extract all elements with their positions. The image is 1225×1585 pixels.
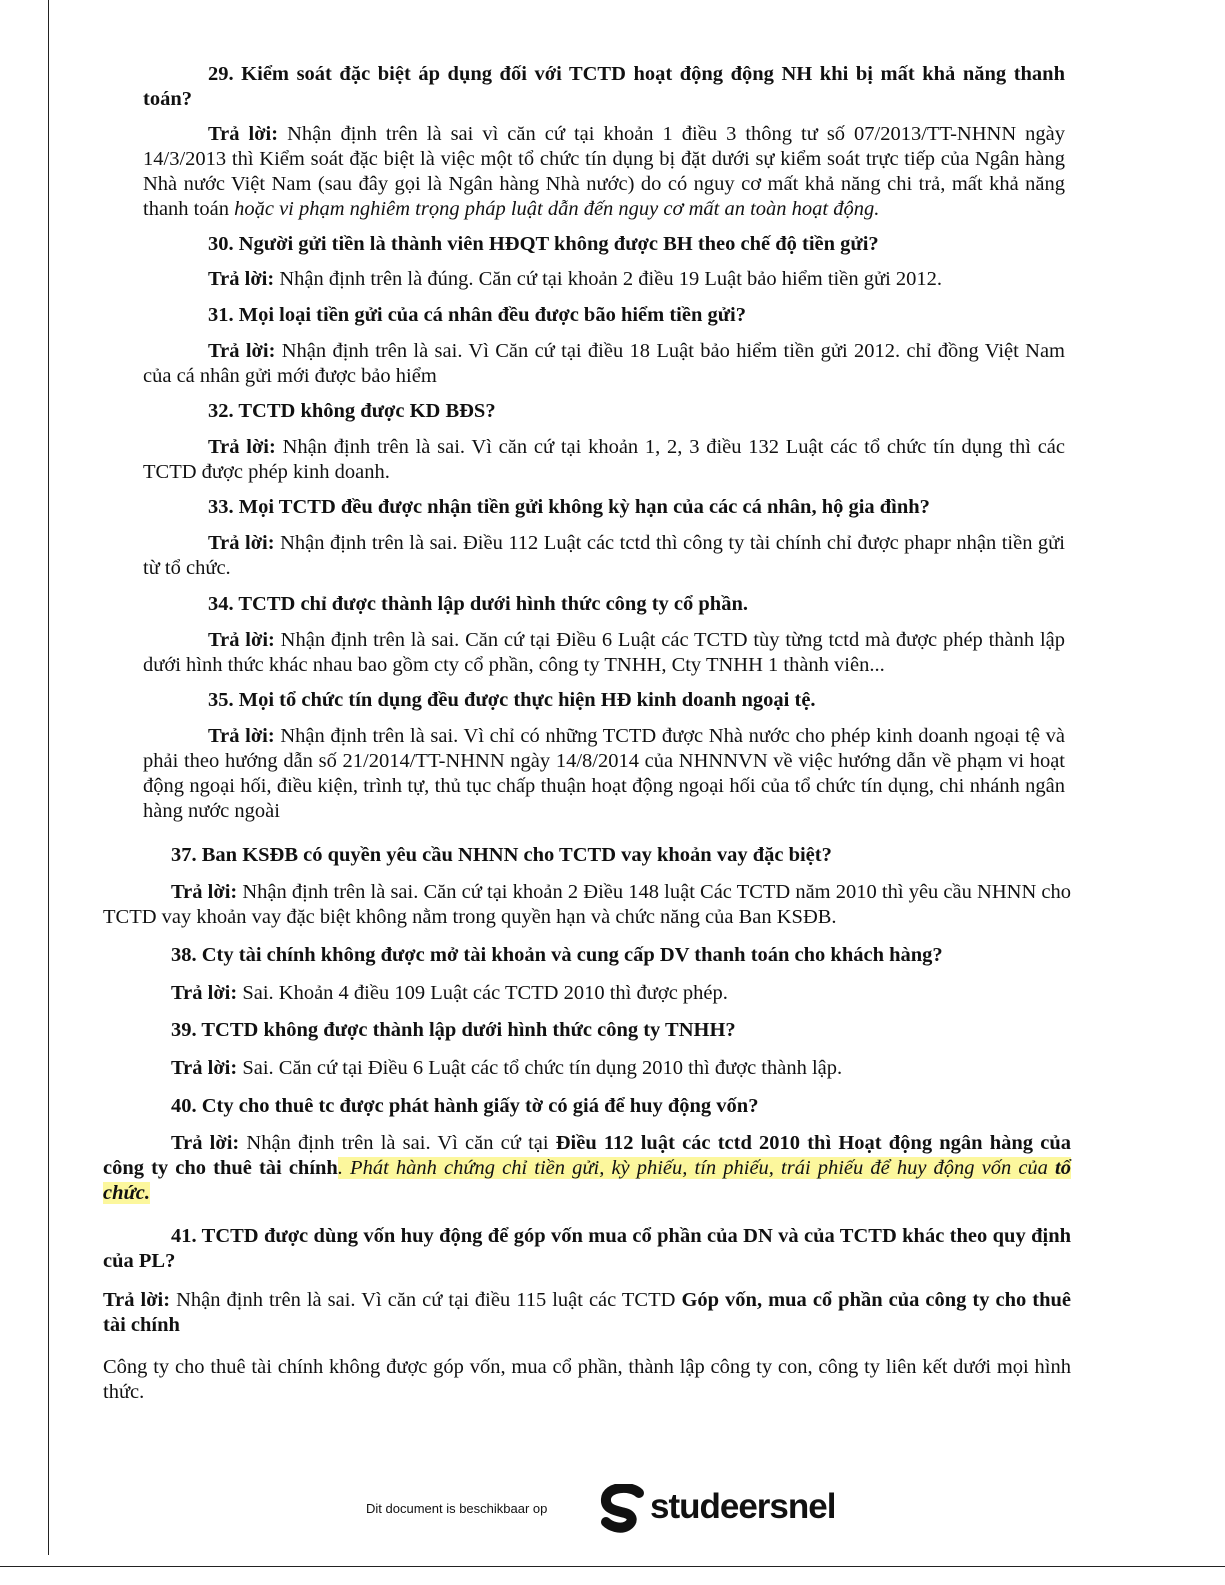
page-bottom-border (0, 1566, 1225, 1567)
answer-text: Nhận định trên là sai. Vì căn cứ tại (239, 1132, 556, 1154)
answer-30 (143, 267, 1065, 292)
answer-29 (143, 122, 1065, 222)
question-40: 40. Cty cho thuê tc được phát hành giấy tờ có giá để huy động vốn? (171, 1095, 759, 1117)
answer-label: Trả lời: (208, 629, 275, 651)
question-33: 33. Mọi TCTD đều được nhận tiền gửi không kỳ hạn của các cá nhân, hộ gia đình? (208, 496, 930, 518)
answer-text: Nhận định trên là sai. Căn cứ tại Điều 6 Luật các TCTD tùy từng tctd mà được phép thành lập dưới hình thức khác nhau bao gồm cty cổ phần, công ty TNHH, Cty TNHH 1 thành viên... (143, 629, 1065, 676)
answer-text: Nhận định trên là sai. Vì Căn cứ tại điều 18 Luật bảo hiểm tiền gửi 2012. chỉ đồng Việt Nam của cá nhân gửi mới được bảo hiểm (143, 340, 1065, 387)
final-paragraph: Công ty cho thuê tài chính không được góp vốn, mua cổ phần, thành lập công ty con, công ty liên kết dưới mọi hình thức. (103, 1356, 1071, 1403)
answer-text: Nhận định trên là sai. Vì căn cứ tại điều 115 luật các TCTD (170, 1289, 682, 1311)
answer-text: Nhận định trên là sai. Vì căn cứ tại khoản 1, 2, 3 điều 132 Luật các tổ chức tín dụng thì các TCTD được phép kinh doanh. (143, 436, 1065, 483)
answer-38 (103, 981, 1071, 1006)
answer-41 (103, 1288, 1071, 1338)
answer-text: Nhận định trên là sai. Điều 112 Luật các tctd thì công ty tài chính chỉ được phapr nhận tiền gửi từ tổ chức. (143, 532, 1065, 579)
answer-label: Trả lời: (208, 725, 275, 747)
question-39: 39. TCTD không được thành lập dưới hình thức công ty TNHH? (171, 1019, 736, 1041)
answer-label: Trả lời: (208, 436, 276, 458)
answer-label: Trả lời: (171, 982, 238, 1004)
question-37: 37. Ban KSĐB có quyền yêu cầu NHNN cho TCTD vay khoản vay đặc biệt? (171, 844, 832, 866)
footer-text: Dit document is beschikbaar op (366, 1501, 548, 1516)
answer-label: Trả lời: (208, 123, 279, 145)
answer-label: Trả lời: (208, 532, 275, 554)
question-30: 30. Người gửi tiền là thành viên HĐQT không được BH theo chế độ tiền gửi? (208, 233, 879, 255)
question-38: 38. Cty tài chính không được mở tài khoản và cung cấp DV thanh toán cho khách hàng? (171, 944, 943, 966)
answer-bold-text: Điều 112 luật các tctd 2010 thì Hoạt động ngân hàng của công ty cho thuê tài chính (103, 1132, 1071, 1179)
footer (0, 1480, 1225, 1540)
studeersnel-brand: studeersnel (650, 1487, 836, 1526)
answer-label: Trả lời: (208, 340, 276, 362)
answer-33 (143, 531, 1065, 581)
question-32: 32. TCTD không được KD BĐS? (208, 400, 496, 422)
studeersnel-logo-icon (598, 1484, 646, 1536)
answer-35 (143, 724, 1065, 824)
answer-bold-text: Góp vốn, mua cổ phần của công ty cho thuê tài chính (103, 1289, 1071, 1336)
answer-label: Trả lời: (171, 1132, 240, 1154)
answer-text: Nhận định trên là sai. Vì chỉ có những TCTD được Nhà nước cho phép kinh doanh ngoại tệ và phải theo hướng dẫn số 21/2014/TT-NHNN ngày 14/8/2014 của NHNNVN về việc hướng dẫn về phạm vi hoạt động ngoại hối, điều kiện, trình tự, thủ tục chấp thuận hoạt động ngoại hối của tổ chức tín dụng, chi nhánh ngân hàng nước ngoài (143, 725, 1065, 822)
answer-40 (103, 1131, 1071, 1206)
question-35: 35. Mọi tổ chức tín dụng đều được thực hiện HĐ kinh doanh ngoại tệ. (208, 689, 816, 711)
answer-italic-text: hoặc vi phạm nghiêm trọng pháp luật dẫn đến nguy cơ mất an toàn hoạt động. (234, 198, 880, 220)
answer-39 (103, 1056, 1071, 1081)
answer-label: Trả lời: (208, 268, 275, 290)
answer-text: Nhận định trên là đúng. Căn cứ tại khoản 2 điều 19 Luật bảo hiểm tiền gửi 2012. (274, 268, 943, 290)
question-41: 41. TCTD được dùng vốn huy động để góp vốn mua cổ phần của DN và của TCTD khác theo quy định của PL? (103, 1225, 1071, 1272)
answer-text: Nhận định trên là sai vì căn cứ tại khoản 1 điều 3 thông tư số 07/2013/TT-NHNN ngày 14/3/2013 thì Kiểm soát đặc biệt là việc một tổ chức tín dụng bị đặt dưới sự kiểm soát trực tiếp của Ngân hàng Nhà nước Việt Nam (sau đây gọi là Ngân hàng Nhà nước) do có nguy cơ mất khả năng chi trả, mất khả năng thanh toán (143, 123, 1065, 220)
answer-32 (143, 435, 1065, 485)
question-31: 31. Mọi loại tiền gửi của cá nhân đều được bão hiểm tiền gửi? (208, 304, 747, 326)
highlighted-italic-text: . Phát hành chứng chỉ tiền gửi, kỳ phiếu, tín phiếu, trái phiếu để huy động vốn của (337, 1157, 1056, 1179)
answer-text: Sai. Khoản 4 điều 109 Luật các TCTD 2010 thì được phép. (237, 982, 728, 1004)
answer-text: Sai. Căn cứ tại Điều 6 Luật các tổ chức tín dụng 2010 thì được thành lập. (237, 1057, 843, 1079)
answer-31 (143, 339, 1065, 389)
answer-label: Trả lời: (103, 1289, 171, 1311)
question-34: 34. TCTD chỉ được thành lập dưới hình thức công ty cổ phần. (208, 593, 748, 615)
highlighted-bold-italic-text: tổ chức. (103, 1157, 1071, 1204)
answer-label: Trả lời: (171, 1057, 238, 1079)
answer-34 (143, 628, 1065, 678)
answer-37 (103, 880, 1071, 930)
question-29: 29. Kiểm soát đặc biệt áp dụng đối với TCTD hoạt động động NH khi bị mất khả năng thanh toán? (143, 63, 1065, 110)
page-left-border (48, 0, 49, 1555)
answer-text: Nhận định trên là sai. Căn cứ tại khoản 2 Điều 148 luật Các TCTD năm 2010 thì yêu cầu NHNN cho TCTD vay khoản vay đặc biệt không nằm trong quyền hạn và chức năng của Ban KSĐB. (103, 881, 1071, 928)
answer-label: Trả lời: (171, 881, 238, 903)
